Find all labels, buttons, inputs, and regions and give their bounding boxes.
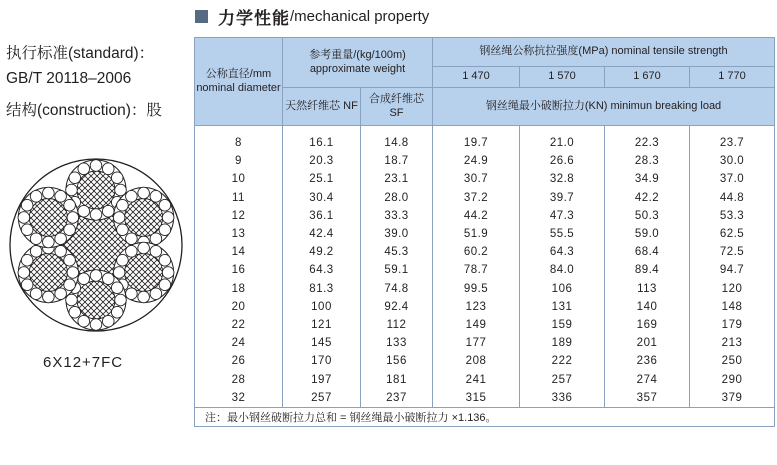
table-cell: 39.7 (520, 189, 605, 207)
header-grade: 1 670 (605, 67, 690, 88)
table-cell: 23.1 (361, 170, 433, 188)
table-cell: 10 (195, 170, 283, 188)
table-cell: 34.9 (605, 170, 690, 188)
table-cell: 250 (690, 352, 775, 370)
table-cell: 28.0 (361, 189, 433, 207)
standard-label: 执行标准(standard)： (6, 45, 155, 62)
table-cell: 8 (195, 134, 283, 152)
table-cell: 140 (605, 298, 690, 316)
table-row (195, 371, 775, 389)
table-cell: 64.3 (520, 243, 605, 261)
table-row (195, 152, 775, 170)
table-cell: 257 (283, 389, 361, 408)
table-cell: 197 (283, 371, 361, 389)
table-cell: 44.8 (690, 189, 775, 207)
table-cell: 55.5 (520, 225, 605, 243)
table-cell: 30.7 (433, 170, 520, 188)
table-cell: 33.3 (361, 207, 433, 225)
table-cell: 49.2 (283, 243, 361, 261)
table-cell: 68.4 (605, 243, 690, 261)
table-cell: 84.0 (520, 261, 605, 279)
table-cell: 336 (520, 389, 605, 408)
header-tensile-strength: 钢丝绳公称抗拉强度(MPa) nominal tensile strength (433, 38, 775, 67)
table-row (195, 352, 775, 370)
table-cell: 59.0 (605, 225, 690, 243)
table-cell: 50.3 (605, 207, 690, 225)
table-cell: 30.0 (690, 152, 775, 170)
table-row (195, 316, 775, 334)
table-cell: 20 (195, 298, 283, 316)
table-cell: 74.8 (361, 280, 433, 298)
table-row (195, 134, 775, 152)
table-cell: 28.3 (605, 152, 690, 170)
table-cell: 179 (690, 316, 775, 334)
table-cell: 25.1 (283, 170, 361, 188)
table-cell: 156 (361, 352, 433, 370)
table-cell: 22 (195, 316, 283, 334)
table-cell: 12 (195, 207, 283, 225)
table-cell: 47.3 (520, 207, 605, 225)
table-cell: 42.4 (283, 225, 361, 243)
table-cell: 19.7 (433, 134, 520, 152)
header-weight-sf: 合成纤维芯 SF (361, 88, 433, 126)
table-cell: 133 (361, 334, 433, 352)
table-cell: 21.0 (520, 134, 605, 152)
construction-code: 6X12+7FC (43, 354, 124, 371)
table-cell: 131 (520, 298, 605, 316)
table-cell: 22.3 (605, 134, 690, 152)
table-cell: 100 (283, 298, 361, 316)
table-cell: 213 (690, 334, 775, 352)
table-cell: 169 (605, 316, 690, 334)
table-cell: 23.7 (690, 134, 775, 152)
table-cell: 20.3 (283, 152, 361, 170)
table-note: 注：最小钢丝破断拉力总和 = 钢丝绳最小破断拉力 ×1.136。 (195, 408, 775, 427)
table-cell: 26 (195, 352, 283, 370)
table-cell: 16 (195, 261, 283, 279)
table-cell: 14.8 (361, 134, 433, 152)
table-cell: 236 (605, 352, 690, 370)
table-cell: 37.0 (690, 170, 775, 188)
table-cell: 32 (195, 389, 283, 408)
table-body (195, 126, 775, 408)
table-cell: 51.9 (433, 225, 520, 243)
section-title (195, 5, 429, 27)
table-cell: 24 (195, 334, 283, 352)
table-cell: 14 (195, 243, 283, 261)
table-cell: 189 (520, 334, 605, 352)
mechanical-property-table (194, 37, 775, 427)
table-cell: 290 (690, 371, 775, 389)
table-cell: 30.4 (283, 189, 361, 207)
table-cell: 37.2 (433, 189, 520, 207)
table-cell: 145 (283, 334, 361, 352)
table-cell: 13 (195, 225, 283, 243)
construction-label: 结构(construction)：股 (6, 102, 162, 119)
table-cell: 94.7 (690, 261, 775, 279)
table-cell: 159 (520, 316, 605, 334)
header-breaking-load: 钢丝绳最小破断拉力(KN) minimun breaking load (433, 88, 775, 126)
table-cell: 60.2 (433, 243, 520, 261)
table-row (195, 189, 775, 207)
table-cell: 201 (605, 334, 690, 352)
table-cell: 241 (433, 371, 520, 389)
table-row (195, 389, 775, 408)
table-row (195, 225, 775, 243)
table-cell: 181 (361, 371, 433, 389)
table-cell: 11 (195, 189, 283, 207)
header-grade: 1 470 (433, 67, 520, 88)
header-diameter: 公称直径/mm nominal diameter (195, 38, 283, 126)
table-cell: 123 (433, 298, 520, 316)
table-cell: 237 (361, 389, 433, 408)
table-cell: 64.3 (283, 261, 361, 279)
table-cell: 89.4 (605, 261, 690, 279)
table-cell: 78.7 (433, 261, 520, 279)
header-weight-nf: 天然纤维芯 NF (283, 88, 361, 126)
table-row (195, 243, 775, 261)
table-cell: 208 (433, 352, 520, 370)
table-cell: 32.8 (520, 170, 605, 188)
table-cell: 357 (605, 389, 690, 408)
table-cell: 53.3 (690, 207, 775, 225)
table-cell: 36.1 (283, 207, 361, 225)
table-cell: 113 (605, 280, 690, 298)
table-cell: 112 (361, 316, 433, 334)
table-cell: 120 (690, 280, 775, 298)
table-row (195, 261, 775, 279)
table-cell: 59.1 (361, 261, 433, 279)
table-cell: 9 (195, 152, 283, 170)
table-cell: 62.5 (690, 225, 775, 243)
table-cell: 148 (690, 298, 775, 316)
table-cell: 92.4 (361, 298, 433, 316)
table-cell: 177 (433, 334, 520, 352)
table-cell: 315 (433, 389, 520, 408)
table-cell: 257 (520, 371, 605, 389)
table-cell: 26.6 (520, 152, 605, 170)
header-grade: 1 770 (690, 67, 775, 88)
table-row (195, 170, 775, 188)
rope-cross-section-diagram (4, 155, 188, 335)
table-cell: 18.7 (361, 152, 433, 170)
table-cell: 274 (605, 371, 690, 389)
table-cell: 81.3 (283, 280, 361, 298)
table-cell: 18 (195, 280, 283, 298)
table-row (195, 298, 775, 316)
table-cell: 170 (283, 352, 361, 370)
table-row (195, 207, 775, 225)
table-cell: 45.3 (361, 243, 433, 261)
table-cell: 44.2 (433, 207, 520, 225)
header-grade: 1 570 (520, 67, 605, 88)
header-weight: 参考重量/(kg/100m) approximate weight (283, 38, 433, 88)
table-cell: 28 (195, 371, 283, 389)
table-cell: 16.1 (283, 134, 361, 152)
table-row (195, 334, 775, 352)
table-cell: 72.5 (690, 243, 775, 261)
table-cell: 121 (283, 316, 361, 334)
title-english: /mechanical property (290, 7, 430, 25)
table-cell: 42.2 (605, 189, 690, 207)
standard-value: GB/T 20118–2006 (6, 70, 132, 87)
table-cell: 106 (520, 280, 605, 298)
table-cell: 379 (690, 389, 775, 408)
table-cell: 222 (520, 352, 605, 370)
table-row (195, 280, 775, 298)
table-cell: 149 (433, 316, 520, 334)
table-cell: 39.0 (361, 225, 433, 243)
table-cell: 24.9 (433, 152, 520, 170)
table-cell: 99.5 (433, 280, 520, 298)
title-chinese: 力学性能 (218, 8, 290, 28)
square-bullet-icon (195, 10, 208, 23)
